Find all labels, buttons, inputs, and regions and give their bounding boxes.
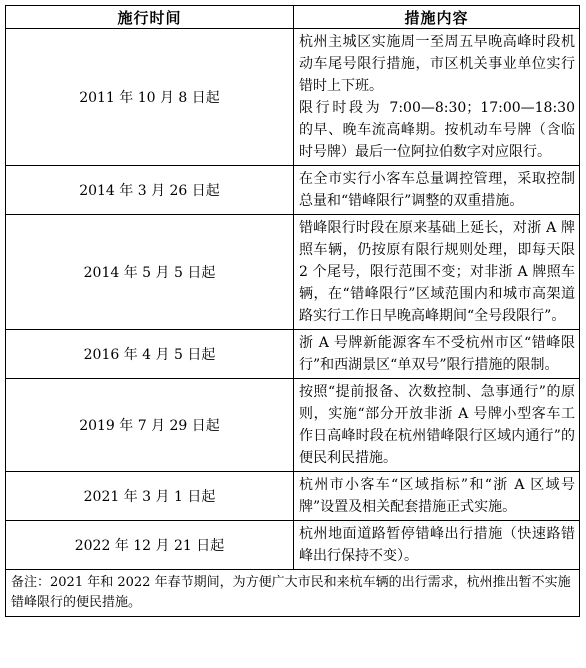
table-row	[6, 166, 580, 215]
row-paragraph: 杭州市小客车“区域指标”和“浙 A 区域号牌”设置及相关配套措施正式实施。	[299, 477, 575, 515]
policy-table-container	[5, 5, 579, 617]
header-time: 施行时间	[6, 6, 294, 29]
row-paragraph: 杭州主城区实施周一至周五早晚高峰时段机动车尾号限行措施，市区机关事业单位实行错时上下班。	[299, 34, 575, 94]
table-header-row	[6, 6, 580, 29]
row-date: 2011 年 10 月 8 日起	[6, 29, 294, 166]
row-paragraph: 浙 A 号牌新能源客车不受杭州市区“错峰限行”和西湖景区“单双号”限行措施的限制。	[299, 335, 575, 373]
table-note-row	[6, 570, 580, 617]
table-row	[6, 379, 580, 472]
policy-table	[5, 5, 580, 617]
row-paragraph: 错峰限行时段在原来基础上延长，对浙 A 牌照车辆，仍按原有限行规则处理，即每天限 2 个尾号，限行范围不变；对非浙 A 牌照车辆，在“错峰限行”区域范围内和城市高架道路实行工作日早晚高峰期间“全号段限行”。	[299, 220, 575, 324]
row-date: 2014 年 5 月 5 日起	[6, 215, 294, 330]
table-row	[6, 472, 580, 521]
row-content	[294, 472, 580, 521]
row-paragraph: 杭州地面道路暂停错峰出行措施（快速路错峰出行保持不变）。	[299, 526, 575, 564]
table-row	[6, 330, 580, 379]
row-content	[294, 166, 580, 215]
row-date: 2022 年 12 月 21 日起	[6, 521, 294, 570]
header-content: 措施内容	[294, 6, 580, 29]
row-paragraph: 按照“提前报备、次数控制、急事通行”的原则，实施“部分开放非浙 A 号牌小型客车工作日高峰时段在杭州错峰限行区域内通行”的便民利民措施。	[299, 384, 575, 466]
table-row	[6, 215, 580, 330]
row-date: 2016 年 4 月 5 日起	[6, 330, 294, 379]
row-paragraph: 在全市实行小客车总量调控管理，采取控制总量和“错峰限行”调整的双重措施。	[299, 171, 575, 209]
row-content	[294, 521, 580, 570]
row-content	[294, 29, 580, 166]
row-date: 2019 年 7 月 29 日起	[6, 379, 294, 472]
row-paragraph: 限行时段为 7:00—8:30；17:00—18:30 的早、晚车流高峰期。按机动车号牌（含临时号牌）最后一位阿拉伯数字对应限行。	[299, 100, 575, 160]
row-date: 2021 年 3 月 1 日起	[6, 472, 294, 521]
table-note: 备注：2021 年和 2022 年春节期间，为方便广大市民和来杭车辆的出行需求，杭州推出暂不实施错峰限行的便民措施。	[6, 570, 580, 617]
table-row	[6, 29, 580, 166]
row-content	[294, 215, 580, 330]
table-row	[6, 521, 580, 570]
row-content	[294, 330, 580, 379]
row-content	[294, 379, 580, 472]
row-date: 2014 年 3 月 26 日起	[6, 166, 294, 215]
